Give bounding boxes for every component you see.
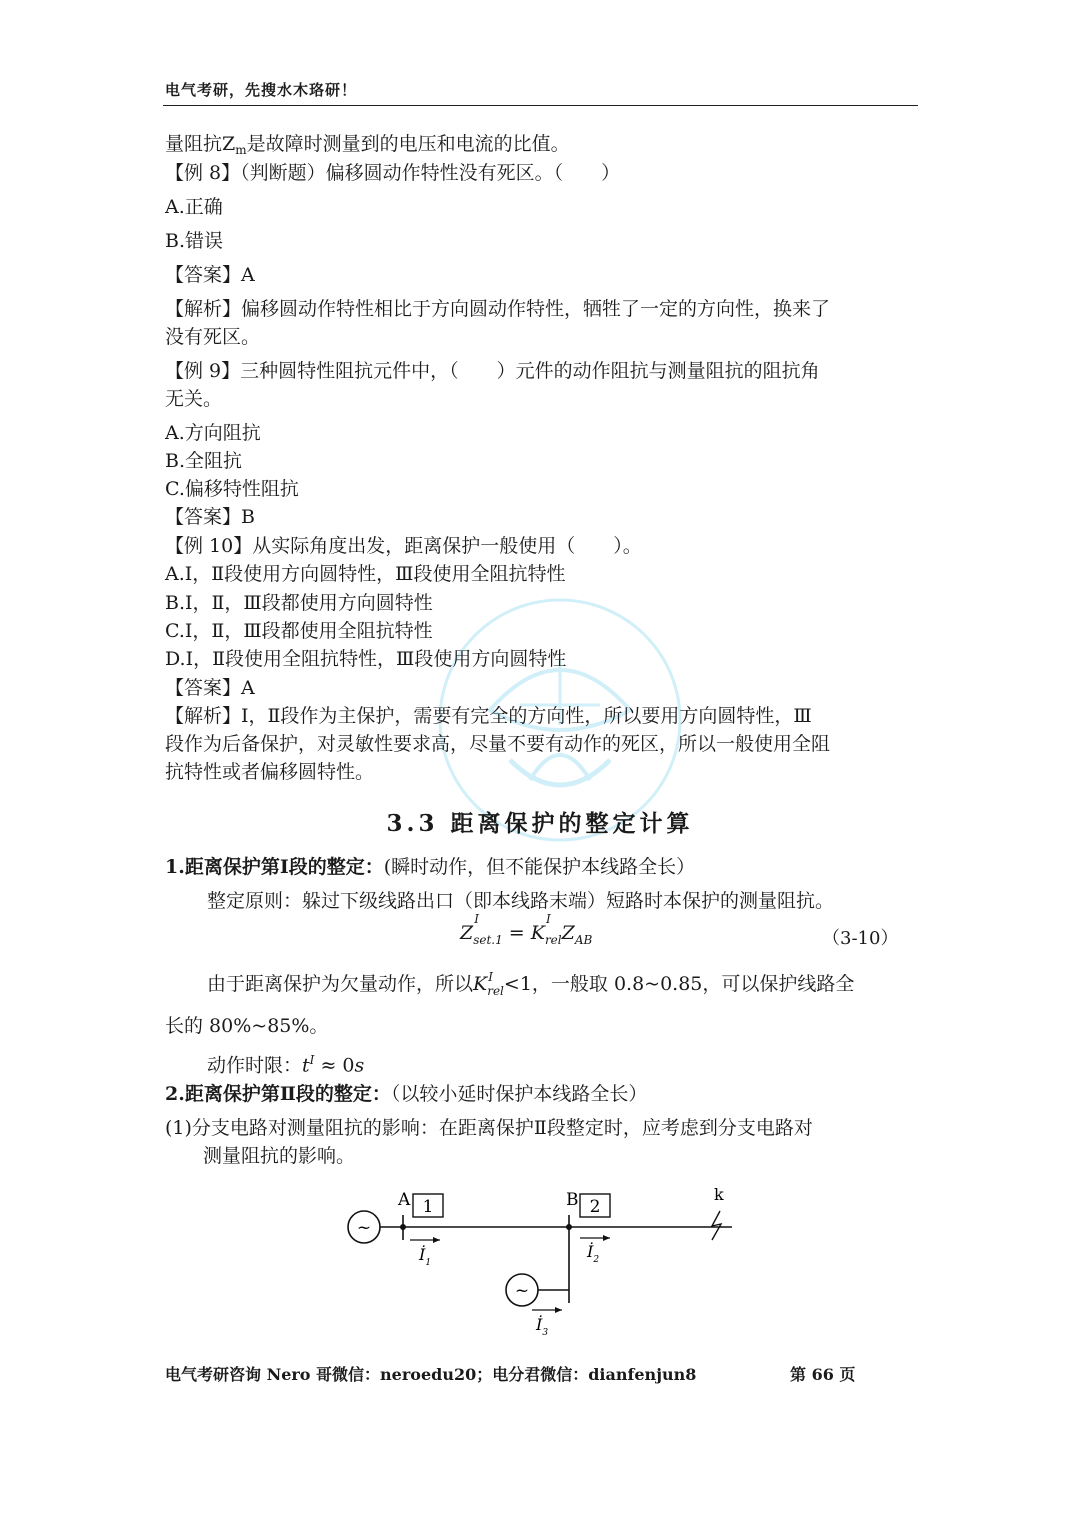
source-1-symbol: ~ bbox=[356, 1218, 372, 1238]
equation-3-10: Z I $_{set.1}$ = K I $_{rel}Z_{AB}$ bbox=[460, 912, 593, 947]
example-9-option-a: A.方向阻抗 bbox=[165, 422, 261, 444]
part1-heading: 1.距离保护第Ⅰ段的整定：(瞬时动作，但不能保护本线路全长） bbox=[165, 856, 696, 878]
fault-label-k: k bbox=[714, 1185, 724, 1204]
example-10-explanation-cont: 段作为后备保护，对灵敏性要求高，尽量不要有动作的死区，所以一般使用全阻 bbox=[165, 733, 831, 755]
fault-symbol bbox=[712, 1211, 721, 1240]
bus-a-node bbox=[400, 1224, 406, 1230]
example-10-option-c: C.Ⅰ，Ⅱ，Ⅲ段都使用全阻抗特性 bbox=[165, 620, 433, 642]
part1-time-limit: 动作时限：$t^I \approx 0s$ bbox=[207, 1053, 365, 1077]
example-10-option-b: B.Ⅰ，Ⅱ，Ⅲ段都使用方向圆特性 bbox=[165, 592, 433, 614]
example-9-answer: 【答案】B bbox=[165, 506, 255, 528]
example-8-explanation-cont: 没有死区。 bbox=[165, 326, 261, 348]
example-8-option-a: A.正确 bbox=[165, 196, 223, 218]
part2-heading: 2.距离保护第Ⅱ段的整定：（以较小延时保护本线路全长） bbox=[165, 1083, 648, 1105]
page-footer bbox=[165, 1362, 856, 1385]
example-8-question: 【例 8】（判断题）偏移圆动作特性没有死区。（ ） bbox=[165, 162, 621, 184]
current-3-label: $İ_3$ bbox=[536, 1315, 549, 1338]
example-9-option-b: B.全阻抗 bbox=[165, 450, 243, 472]
example-8-answer: 【答案】A bbox=[165, 264, 255, 286]
example-10-option-a: A.Ⅰ，Ⅱ段使用方向圆特性，Ⅲ段使用全阻抗特性 bbox=[165, 563, 566, 585]
example-8-explanation: 【解析】偏移圆动作特性相比于方向圆动作特性，牺牲了一定的方向性，换来了 bbox=[165, 298, 831, 320]
part1-note-cont: 长的 80%~85%。 bbox=[165, 1015, 329, 1037]
part2-item1-cont: 测量阻抗的影响。 bbox=[203, 1145, 356, 1167]
example-10-explanation: 【解析】Ⅰ，Ⅱ段作为主保护，需要有完全的方向性，所以要用方向圆特性，Ⅲ bbox=[165, 705, 812, 727]
current-1-label: $İ_1$ bbox=[419, 1245, 432, 1268]
example-9-question-cont: 无关。 bbox=[165, 388, 223, 410]
page-number: 第 66 页 bbox=[790, 1365, 856, 1384]
relay-2-label: 2 bbox=[589, 1197, 601, 1217]
equation-number: （3-10） bbox=[822, 928, 899, 949]
label-a: A bbox=[398, 1190, 411, 1210]
example-10-question: 【例 10】从实际角度出发，距离保护一般使用（ ）。 bbox=[165, 535, 642, 557]
part1-principle: 整定原则：躲过下级线路出口（即本线路末端）短路时本保护的测量阻抗。 bbox=[207, 890, 835, 912]
part2-item1: (1)分支电路对测量阻抗的影响：在距离保护Ⅱ段整定时，应考虑到分支电路对 bbox=[165, 1117, 813, 1139]
circuit-diagram bbox=[340, 1180, 740, 1340]
example-10-option-d: D.Ⅰ，Ⅱ段使用全阻抗特性，Ⅲ段使用方向圆特性 bbox=[165, 648, 567, 670]
part1-note: 由于距离保护为欠量动作，所以K I $_{rel}$<1，一般取 0.8~0.85，可以保护线路全 bbox=[207, 970, 855, 998]
text-line: 量阻抗$Z_m$是故障时测量到的电压和电流的比值。 bbox=[165, 133, 570, 157]
section-title: 3.3 距离保护的整定计算 bbox=[386, 810, 694, 837]
example-10-answer: 【答案】A bbox=[165, 677, 255, 699]
example-9-question: 【例 9】三种圆特性阻抗元件中，（ ）元件的动作阻抗与测量阻抗的阻抗角 bbox=[165, 360, 820, 382]
header-rule bbox=[163, 105, 918, 106]
relay-1-label: 1 bbox=[422, 1197, 434, 1217]
source-3-symbol: ~ bbox=[514, 1281, 530, 1301]
page-header: 电气考研，先搜水木珞研！ bbox=[165, 81, 358, 99]
example-10-explanation-end: 抗特性或者偏移圆特性。 bbox=[165, 761, 375, 783]
current-2-label: $İ_2$ bbox=[587, 1242, 600, 1265]
bus-b-node bbox=[566, 1224, 572, 1230]
footer-contact: 电气考研咨询 Nero 哥微信：neroedu20；电分君微信：dianfenjun8 bbox=[165, 1365, 697, 1384]
example-9-option-c: C.偏移特性阻抗 bbox=[165, 478, 299, 500]
label-b: B bbox=[566, 1190, 579, 1210]
example-8-option-b: B.错误 bbox=[165, 230, 224, 252]
